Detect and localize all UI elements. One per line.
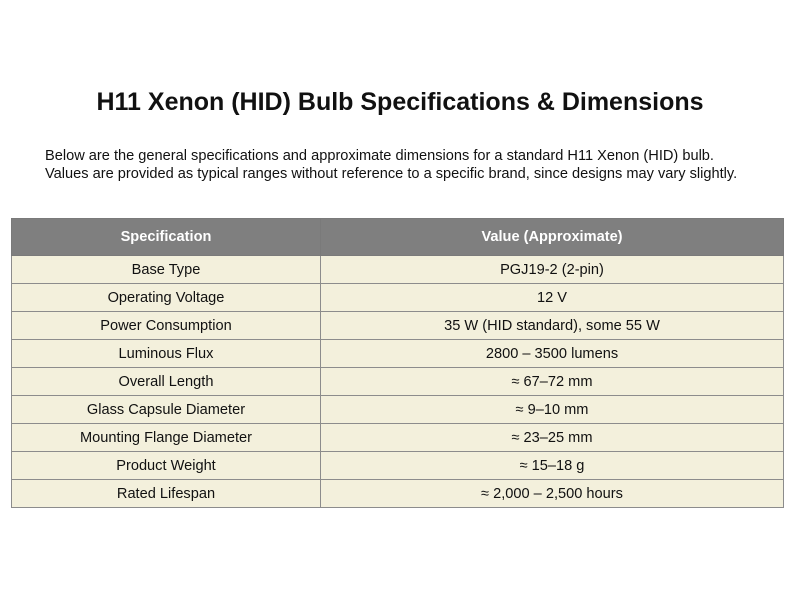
spec-name-cell: Product Weight (12, 452, 321, 480)
spec-name-cell: Base Type (12, 256, 321, 284)
spec-value-cell: PGJ19-2 (2-pin) (321, 256, 784, 284)
spec-name-cell: Luminous Flux (12, 340, 321, 368)
spec-name-cell: Power Consumption (12, 312, 321, 340)
column-header-value: Value (Approximate) (321, 219, 784, 256)
table-row (12, 256, 784, 284)
table-row (12, 368, 784, 396)
spec-name-cell: Mounting Flange Diameter (12, 424, 321, 452)
spec-value-cell: ≈ 2,000 – 2,500 hours (321, 480, 784, 508)
spec-value-cell: 12 V (321, 284, 784, 312)
spec-value-cell: 35 W (HID standard), some 55 W (321, 312, 784, 340)
table-row (12, 340, 784, 368)
page-title: H11 Xenon (HID) Bulb Specifications & Dimensions (96, 88, 704, 116)
table-row (12, 424, 784, 452)
spec-name-cell: Operating Voltage (12, 284, 321, 312)
spec-name-cell: Rated Lifespan (12, 480, 321, 508)
spec-value-cell: 2800 – 3500 lumens (321, 340, 784, 368)
table-row (12, 284, 784, 312)
table-row (12, 396, 784, 424)
spec-table (11, 218, 784, 508)
table-row (12, 312, 784, 340)
spec-value-cell: ≈ 67–72 mm (321, 368, 784, 396)
intro-paragraph: Below are the general specifications and approximate dimensions for a standard H11 Xenon (HID) bulb. Values are provided as typical ranges without reference to a specific brand, since designs may vary slightly. (45, 148, 738, 182)
spec-value-cell: ≈ 23–25 mm (321, 424, 784, 452)
spec-value-cell: ≈ 9–10 mm (321, 396, 784, 424)
spec-name-cell: Glass Capsule Diameter (12, 396, 321, 424)
spec-value-cell: ≈ 15–18 g (321, 452, 784, 480)
spec-name-cell: Overall Length (12, 368, 321, 396)
table-row (12, 480, 784, 508)
column-header-specification: Specification (12, 219, 321, 256)
table-header-row (12, 219, 784, 256)
table-row (12, 452, 784, 480)
